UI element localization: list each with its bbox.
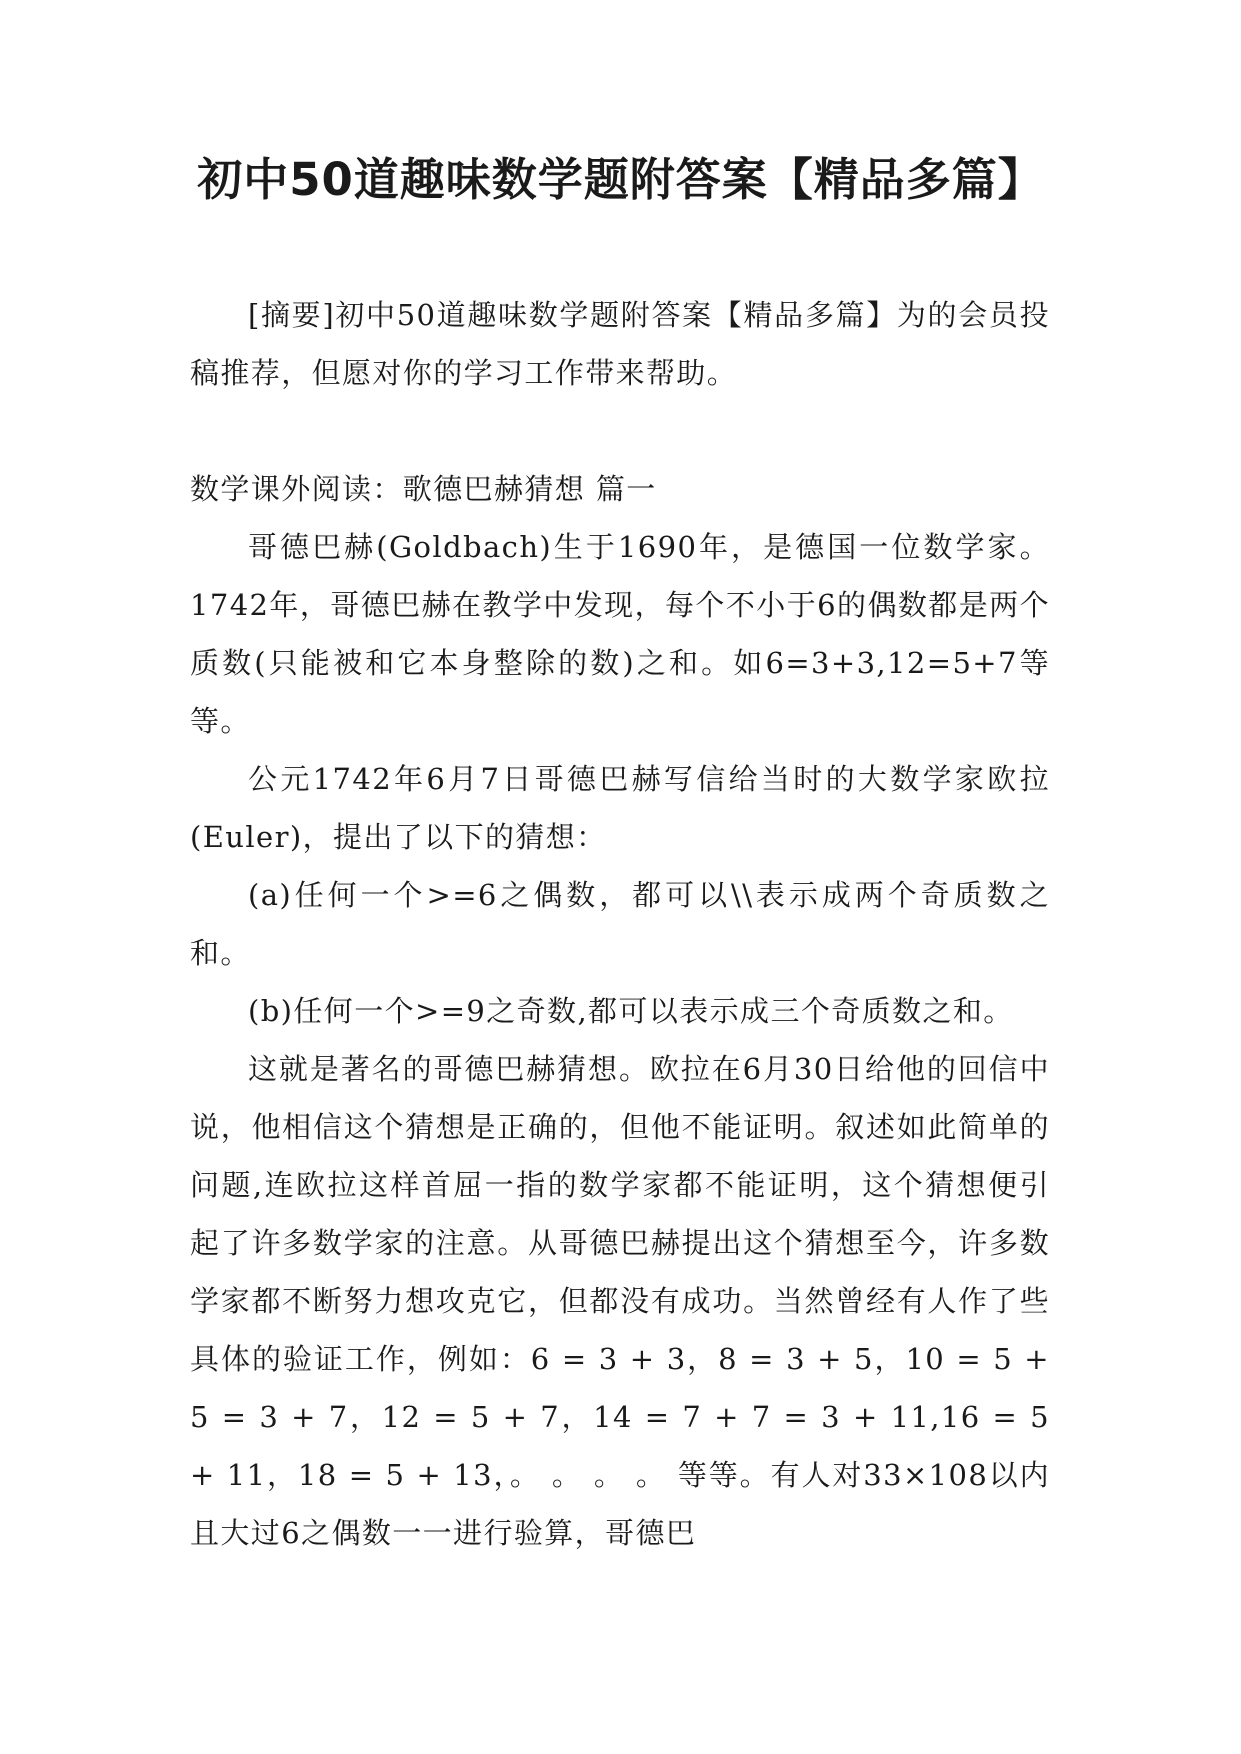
body-paragraph-2: 公元1742年6月7日哥德巴赫写信给当时的大数学家欧拉(Euler)，提出了以下的猜想：	[190, 762, 1050, 854]
body-paragraph-1: 哥德巴赫(Goldbach)生于1690年，是德国一位数学家。1742年，哥德巴赫在教学中发现，每个不小于6的偶数都是两个质数(只能被和它本身整除的数)之和。如6=3+3,12=5+7等等。	[190, 530, 1050, 738]
document-body	[190, 286, 1050, 1562]
body-paragraph-4: (b)任何一个>=9之奇数,都可以表示成三个奇质数之和。	[248, 994, 1014, 1028]
body-paragraph-3: (a)任何一个>=6之偶数，都可以\\表示成两个奇质数之和。	[190, 878, 1050, 970]
document-title: 初中50道趣味数学题附答案【精品多篇】	[197, 153, 1044, 206]
section-heading: 数学课外阅读：歌德巴赫猜想 篇一	[190, 472, 657, 506]
body-paragraph-5: 这就是著名的哥德巴赫猜想。欧拉在6月30日给他的回信中说，他相信这个猜想是正确的，但他不能证明。叙述如此简单的问题,连欧拉这样首屈一指的数学家都不能证明，这个猜想便引起了许多数学家的注意。从哥德巴赫提出这个猜想至今，许多数学家都不断努力想攻克它，但都没有成功。当然曾经有人作了些具体的验证工作，例如：6 = 3 + 3，8 = 3 + 5，10 = 5 + 5 = 3 + 7，12 = 5 + 7，14 = 7 + 7 = 3 + 11,16 = 5 + 11，18 = 5 + 13，。 。 。 。 等等。有人对33×108以内且大过6之偶数一一进行验算，哥德巴	[190, 1052, 1050, 1550]
abstract-paragraph: [摘要]初中50道趣味数学题附答案【精品多篇】为的会员投稿推荐，但愿对你的学习工作带来帮助。	[190, 298, 1050, 390]
